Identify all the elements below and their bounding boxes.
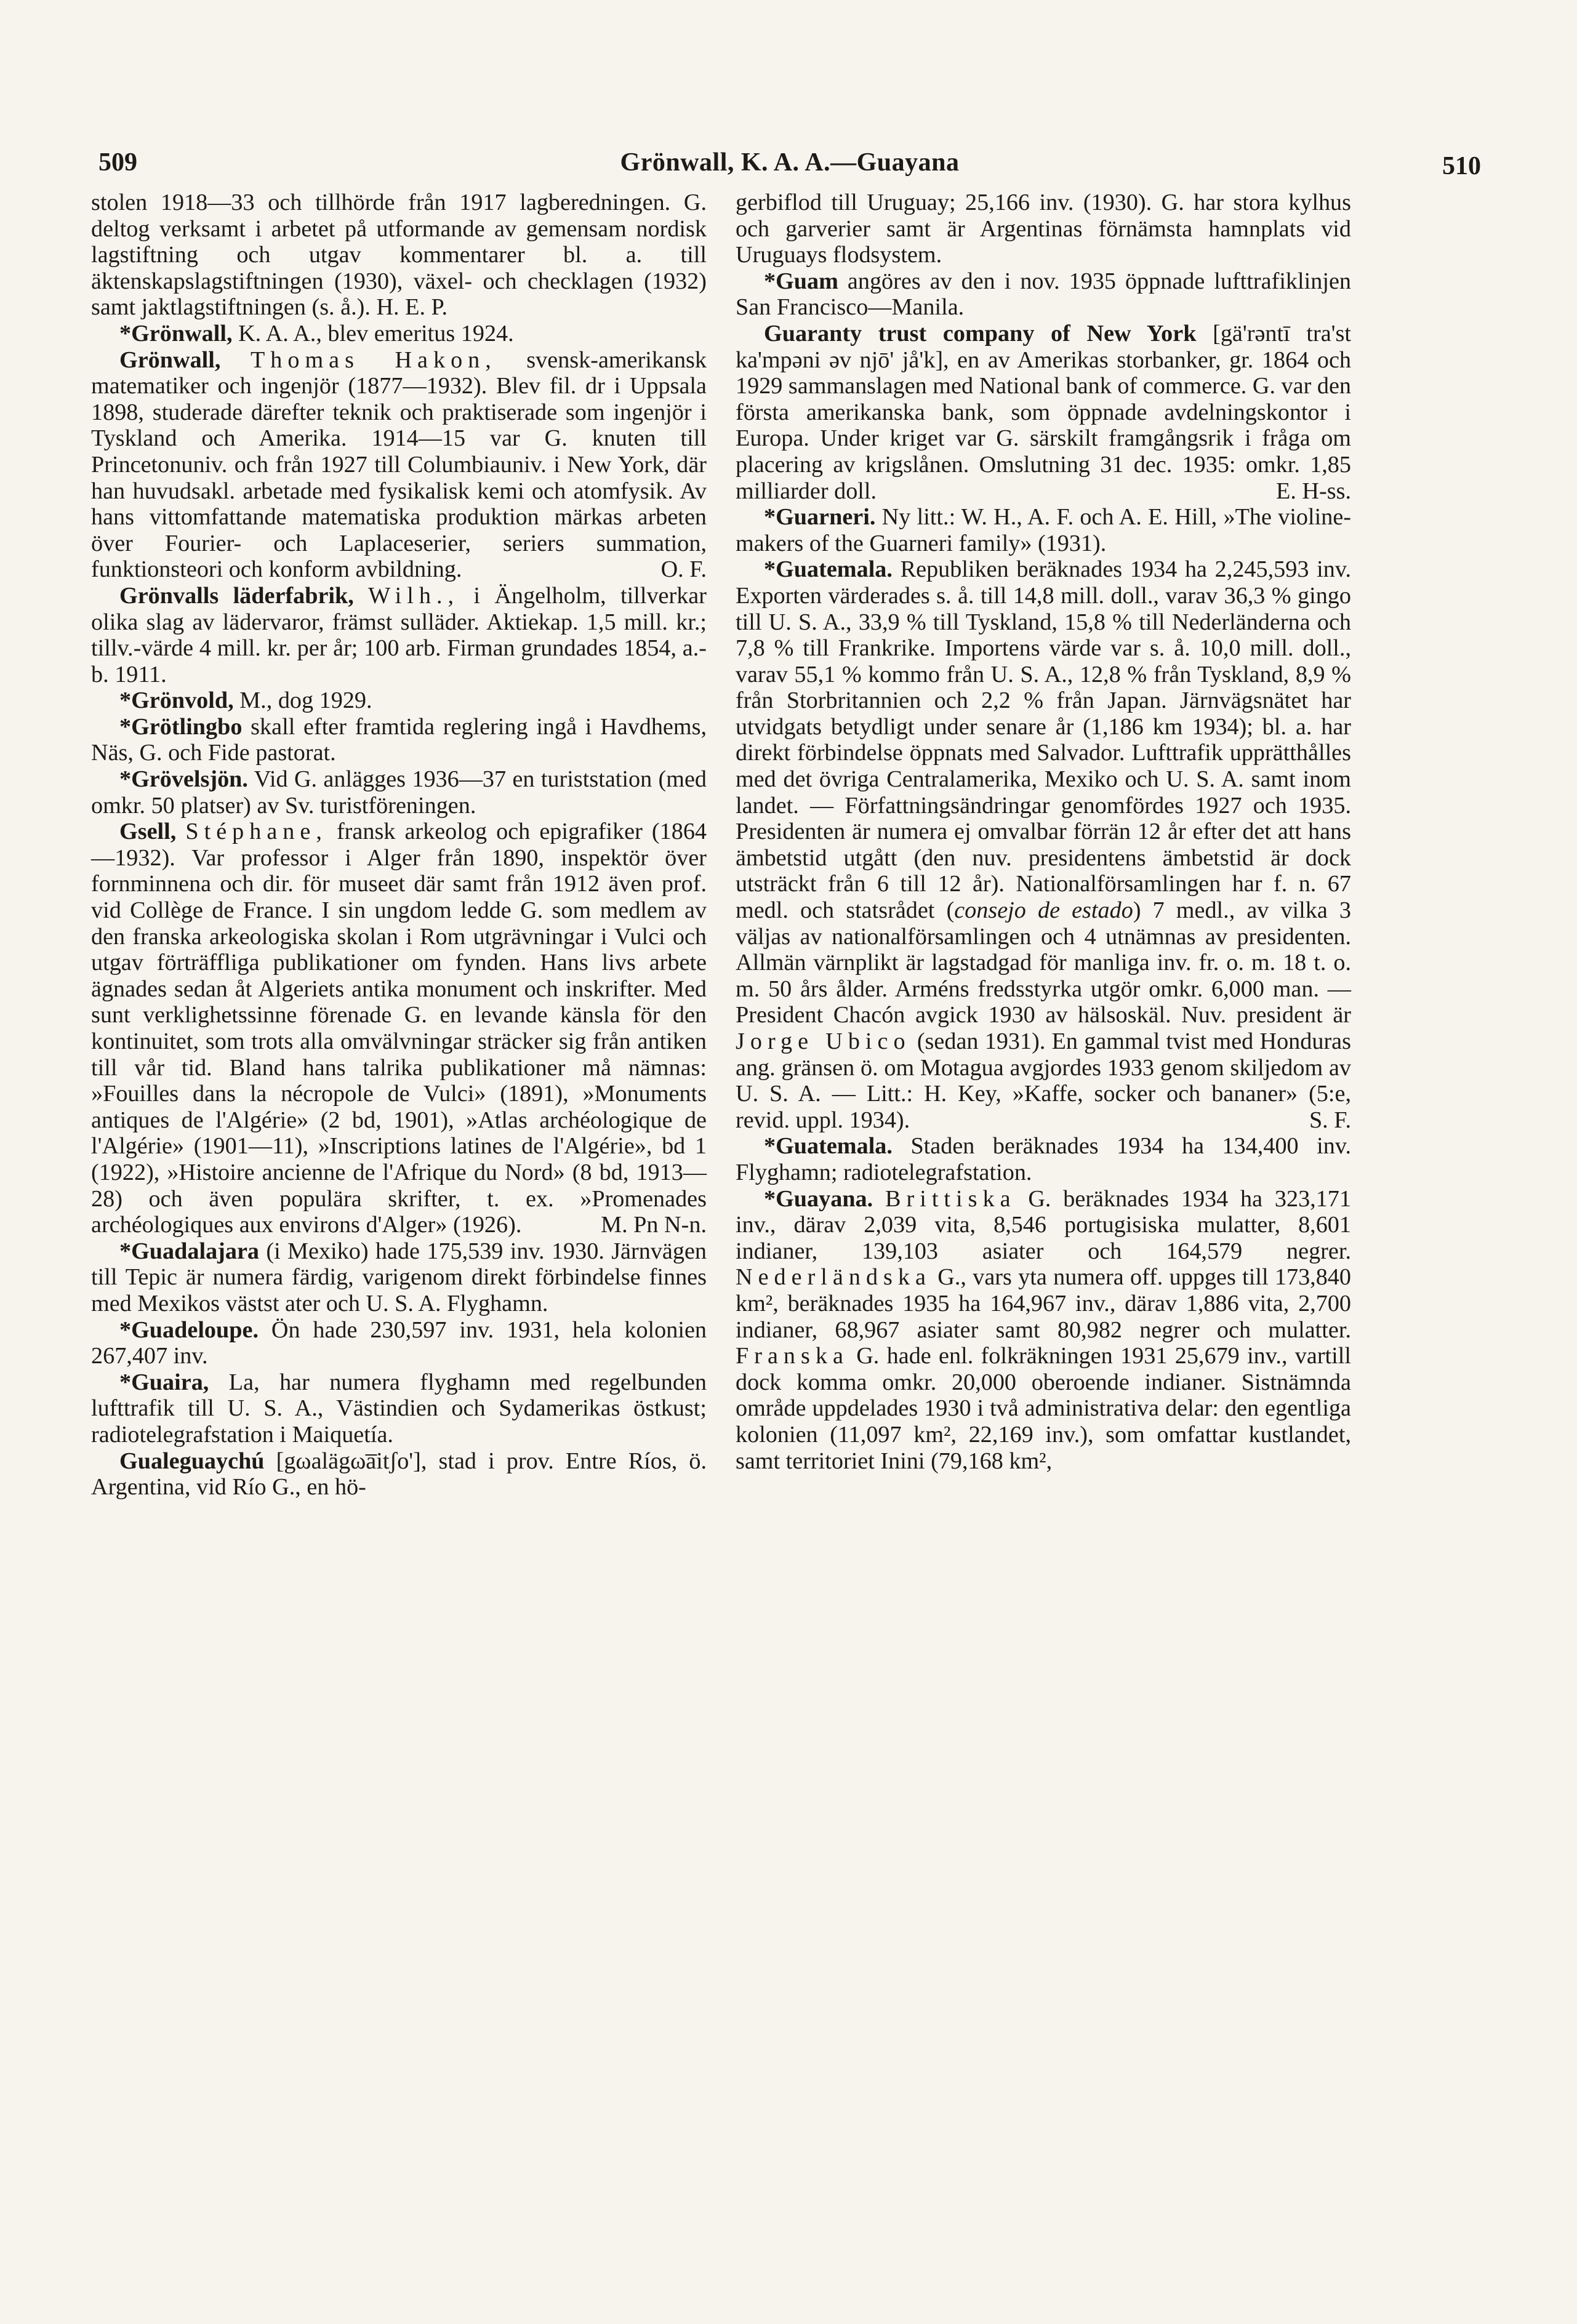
entry-text: La, har numera flyghamn med regelbunden lufttrafik till U. S. A., Västindien och Sydamerikas östkust; radiotelegrafstation i Maiquetía. <box>91 1369 707 1448</box>
entry-text: M., dog 1929. <box>233 687 372 714</box>
entry-gualeguaychu <box>91 1448 707 1501</box>
headword: *Grönwall, <box>119 320 233 347</box>
spaced-name: Wilh., <box>368 582 460 609</box>
entry-text: (i Mexiko) hade 175,539 inv. 1930. Järnvägen till Tepic är numera färdig, varigenom direkt förbindelse finnes med Mexikos västst ater och U. S. A. Flyghamn. <box>91 1238 707 1316</box>
signature: O. F. <box>660 556 707 583</box>
entry-text: [gä'rəntī tra'st ka'mpəni əv njō' jå'k], en av Amerikas storbanker, gr. 1864 och 1929 sammanslagen med National bank of commerce. G. var den första amerikanska bank, som öppnade avdelningskontor i Europa. Under kriget var G. särskilt framgångsrik i fråga om placering av krigslånen. Omslutning 31 dec. 1935: omkr. 1,85 milliarder doll. <box>736 320 1352 504</box>
headword: *Guadalajara <box>119 1238 260 1264</box>
entry-continuation: stolen 1918—33 och tillhörde från 1917 lagberedningen. G. deltog verksamt i arbetet på utformande av gemensam nordisk lagstiftning och utgav kommentarer bl. a. till äktenskapslagstiftningen (1930), växel- och checklagen (1932) samt jaktlagstiftningen (s. å.). H. E. P. <box>91 190 707 321</box>
entry-text: G., vars yta numera off. uppges till 173,840 km², beräknades 1935 ha 164,967 inv., därav 1,886 vita, 2,700 indianer, 68,967 asiater samt 80,982 negrer och mulatter. <box>736 1264 1351 1343</box>
running-title: Grönwall, K. A. A.—Guayana <box>620 148 960 177</box>
entry-guaranty-trust <box>736 321 1351 504</box>
headword: *Guatemala. <box>764 556 893 583</box>
left-column <box>91 190 707 1501</box>
headword: *Grönvold, <box>119 687 234 714</box>
signature: E. H-ss. <box>1276 478 1351 504</box>
entry-text: (sedan 1931). En gammal tvist med Honduras ang. gränsen ö. om Motagua avgjordes 1933 genom skiljedom av U. S. A. — Litt.: H. Key, »Kaffe, socker och bananer» (5:e, revid. uppl. 1934). <box>736 1028 1351 1133</box>
headword: *Grövelsjön. <box>119 766 248 793</box>
entry-gronvold <box>91 687 707 714</box>
signature: M. Pn N-n. <box>601 1212 707 1238</box>
entry-text: Republiken beräknades 1934 ha 2,245,593 inv. Exporten värderades s. å. till 14,8 mill. doll., varav 36,3 % gingo till U. S. A., 33,9 % till Tyskland, 15,8 % till Nederländerna och 7,8 % till Frankrike. Importens värde var s. å. 10,0 mill. doll., varav 55,1 % kommo från U. S. A., 12,8 % från Tyskland, 8,9 % från Storbritannien och 2,2 % från Japan. Järnvägsnätet har utvidgats betydligt under senare år (1,186 km 1934); bl. a. har direkt förbindelse öppnats med Salvador. Lufttrafik upprätthålles med det övriga Centralamerika, Mexiko och U. S. A. samt inom landet. — Författningsändringar genomfördes 1927 och 1935. Presidenten är numera ej omvalbar förrän 12 år efter det att hans ämbetstid utgått (den nuv. presidentens ämbetstid är dock utsträckt från 6 till 12 år). Nationalförsamlingen har f. n. 67 medl. och statsrådet ( <box>736 556 1351 924</box>
entry-guatemala-city <box>736 1133 1351 1185</box>
headword: *Guatemala. <box>764 1133 893 1160</box>
entry-text: G. beräknades 1934 ha 323,171 inv., därav 2,039 vita, 8,546 portugisiska mulatter, 8,601 indianer, 139,103 asiater och 164,579 negrer. <box>736 1185 1351 1264</box>
page-number-left: 509 <box>98 148 137 177</box>
headword: Guaranty trust company of New York <box>764 320 1197 347</box>
spaced-name: Jorge Ubico <box>736 1028 911 1054</box>
headword: *Guaira, <box>119 1369 209 1395</box>
spaced-name: Stéphane, <box>185 819 327 845</box>
italic-term: consejo de estado <box>954 897 1133 924</box>
entry-guadeloupe <box>91 1317 707 1369</box>
entry-text: K. A. A., blev emeritus 1924. <box>232 320 514 347</box>
entry-grovelsjon <box>91 766 707 819</box>
entry-guarneri <box>736 504 1351 556</box>
page-number-right: 510 <box>1442 152 1481 180</box>
entry-guayana <box>736 1186 1351 1475</box>
entry-continuation: gerbiflod till Uruguay; 25,166 inv. (1930). G. har stora kylhus och garverier samt är Argentinas förnämsta hamnplats vid Uruguays flodsystem. <box>736 190 1351 268</box>
entry-text: angöres av den i nov. 1935 öppnade lufttrafiklinjen San Francisco—Manila. <box>736 268 1351 321</box>
entry-text: skall efter framtida reglering ingå i Havdhems, Näs, G. och Fide pastorat. <box>91 713 707 766</box>
entry-grotlingbo <box>91 714 707 766</box>
entry-gsell <box>91 819 707 1238</box>
spaced-name: Nederländska <box>736 1264 931 1291</box>
entry-guadalajara <box>91 1238 707 1317</box>
headword: *Guadeloupe. <box>119 1316 259 1343</box>
entry-guaira <box>91 1369 707 1448</box>
headword: *Grötlingbo <box>119 713 243 740</box>
spaced-name: Thomas Hakon, <box>250 347 497 373</box>
entry-text: [gωalägωa̅itʃo'], stad i prov. Entre Ríos, ö. Argentina, vid Río G., en hö- <box>91 1448 707 1501</box>
entry-guatemala-republic <box>736 556 1351 1133</box>
entry-text: Ny litt.: W. H., A. F. och A. E. Hill, »The violine-makers of the Guarneri family» (1931). <box>736 504 1351 556</box>
headword: Grönvalls läderfabrik, <box>119 582 354 609</box>
page-header <box>91 143 1488 180</box>
entry-text: svensk-amerikansk matematiker och ingenjör (1877—1932). Blev fil. dr i Uppsala 1898, studerade därefter teknik och praktiserade som ingenjör i Tyskland och Amerika. 1914—15 var G. knuten till Princetonuniv. och från 1927 till Columbiauniv. i New York, där han huvudsakl. arbetade med fysikalisk kemi och atomfysik. Av hans vittomfattande matematiska produktion märkas arbeten över Fourier- och Laplaceserier, seriers summation, funktionsteori och konform avbildning. <box>91 347 707 583</box>
signature: S. F. <box>1309 1107 1351 1133</box>
spaced-name: Brittiska <box>885 1185 1016 1212</box>
entry-text: fransk arkeolog och epigrafiker (1864—1932). Var professor i Alger från 1890, inspektör över fornminnena och dir. för museet där samt från 1912 även prof. vid Collège de France. I sin ungdom ledde G. som medlem av den franska arkeologiska skolan i Rom utgrävningar i Vulci och utgav förträffliga publikationer om fynden. Hans livs arbete ägnades sedan åt Algeriets antika monument och inskrifter. Med sunt verklighetssinne förenade G. en levande känsla för den kontinuitet, som trots alla omvälvningar sträcker sig från antiken till vår tid. Bland hans talrika publikationer må nämnas: »Fouilles dans la nécropole de Vulci» (1891), »Monuments antiques de l'Algérie» (2 bd, 1901), »Atlas archéologique de l'Algérie» (1901—11), »Inscriptions latines de l'Algérie», bd 1 (1922), »Histoire ancienne de l'Afrique du Nord» (8 bd, 1913—28) och även populära skrifter, t. ex. »Promenades archéologiques aux environs d'Alger» (1926). <box>91 819 707 1238</box>
headword: Gualeguaychú <box>119 1448 265 1474</box>
entry-gronvalls-laderfabrik <box>91 583 707 687</box>
headword: *Guarneri. <box>764 504 876 531</box>
entry-gronwall-ka <box>91 321 707 347</box>
entry-guam <box>736 268 1351 321</box>
headword: Gsell, <box>119 819 177 845</box>
entry-text: G. hade enl. folkräkningen 1931 25,679 inv., vartill dock komma omkr. 20,000 oberoende indianer. Sistnämnda område uppdelades 1930 i två administrativa delar: den egentliga kolonien (11,097 km², 22,169 inv.), som omfattar kustlandet, samt territoriet Inini (79,168 km², <box>736 1343 1351 1474</box>
entry-text: i Ängelholm, tillverkar olika slag av lädervaror, främst sulläder. Aktiekap. 1,5 mill. kr.; tillv.-värde 4 mill. kr. per år; 100 arb. Firman grundades 1854, a.-b. 1911. <box>91 582 707 687</box>
spaced-name: Franska <box>736 1343 849 1369</box>
right-column <box>736 190 1351 1474</box>
headword: *Guayana. <box>764 1185 873 1212</box>
entry-text: Vid G. anlägges 1936—37 en turiststation (med omkr. 50 platser) av Sv. turistföreningen. <box>91 766 707 819</box>
entry-text: Ön hade 230,597 inv. 1931, hela kolonien 267,407 inv. <box>91 1316 707 1369</box>
entry-text: Staden beräknades 1934 ha 134,400 inv. Flyghamn; radiotelegrafstation. <box>736 1133 1351 1185</box>
headword: *Guam <box>764 268 838 294</box>
entry-text: ) 7 medl., av vilka 3 väljas av nationalförsamlingen och 4 utnämnas av presidenten. Allmän värnplikt är lagstadgad för manliga inv. fr. o. m. 18 t. o. m. 50 års ålder. Arméns fredsstyrka utgör omkr. 6,000 man. — President Chacón avgick 1930 av hälsoskäl. Nuv. president är <box>736 897 1351 1028</box>
entry-gronwall-thomas <box>91 347 707 583</box>
headword: Grönwall, <box>119 347 221 373</box>
